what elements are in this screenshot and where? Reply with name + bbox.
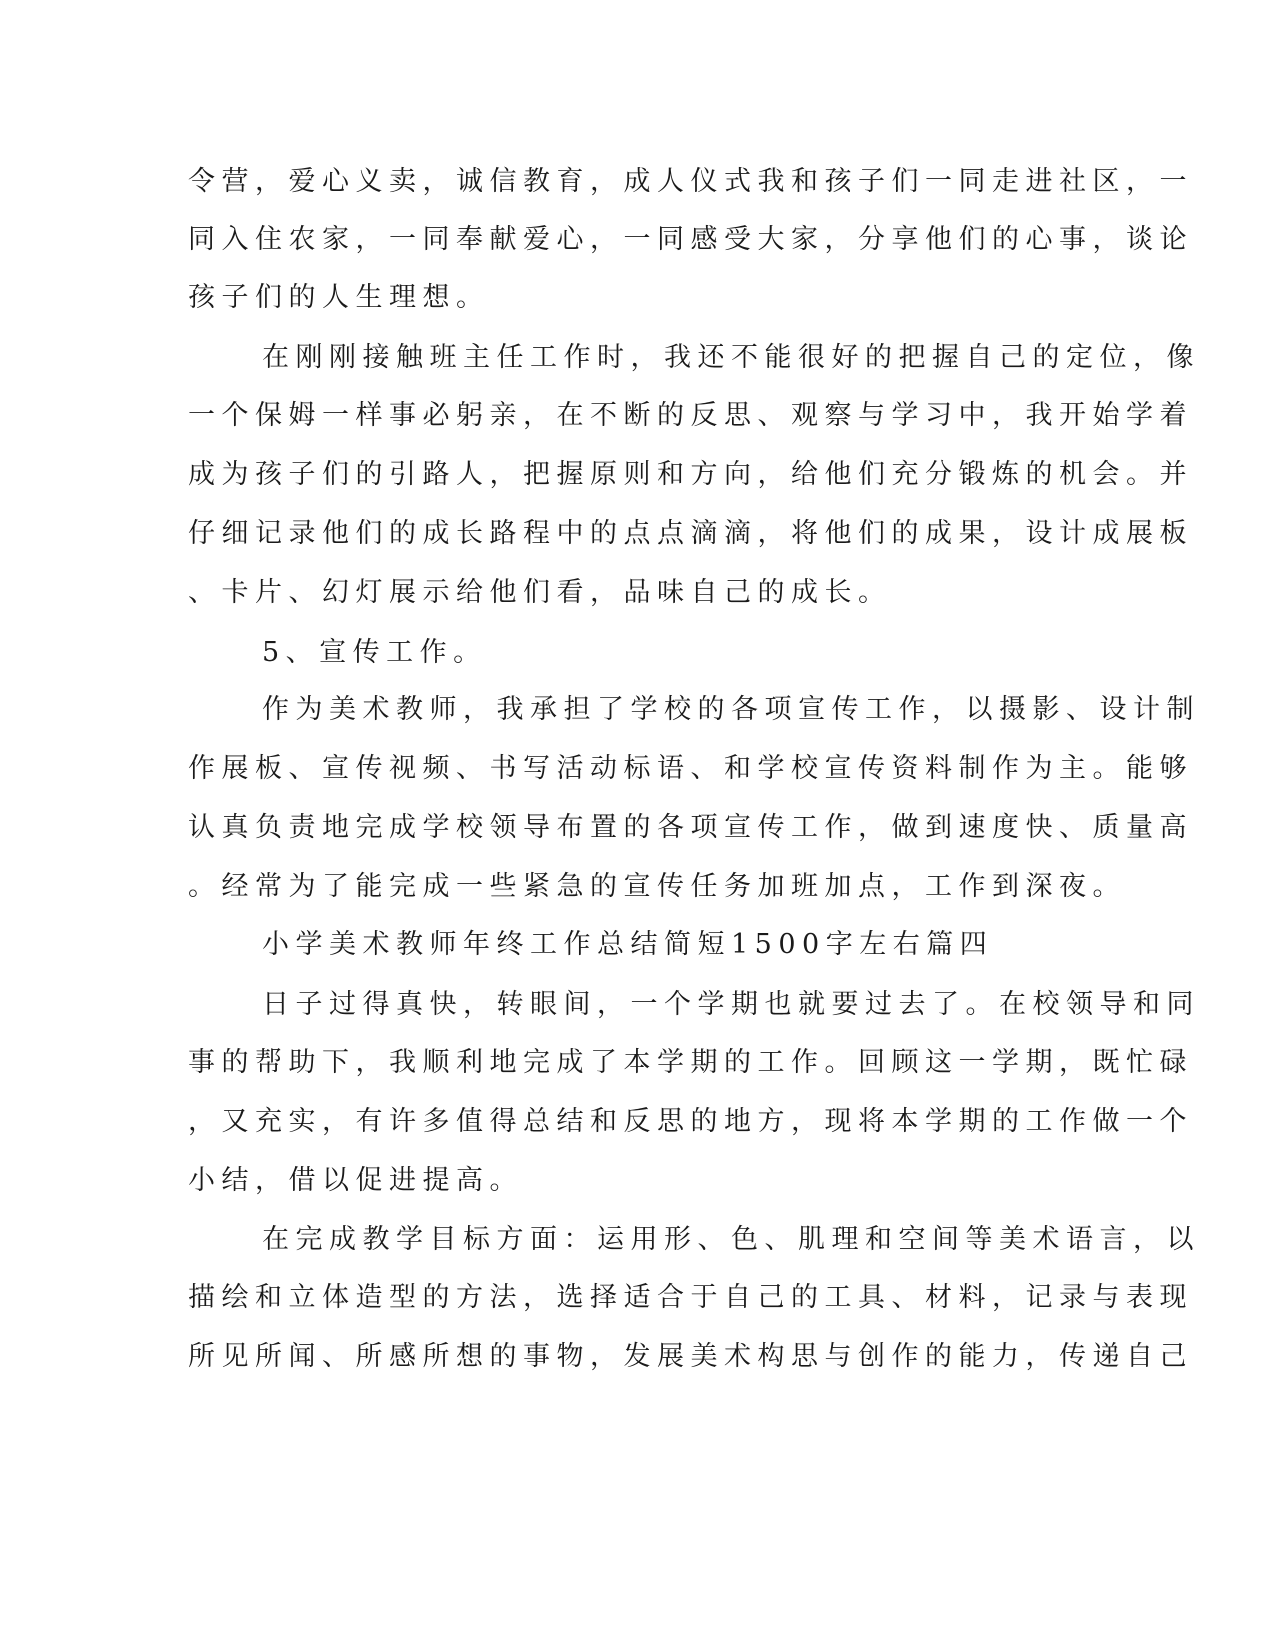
text-line: 、卡片、幻灯展示给他们看，品味自己的成长。: [188, 577, 892, 608]
paragraph-first-line: 在刚刚接触班主任工作时，我还不能很好的把握自己的定位，像: [262, 342, 1200, 373]
article-title: 小学美术教师年终工作总结简短1500字左右篇四: [262, 929, 994, 960]
text-line: 小结，借以促进提高。: [188, 1165, 523, 1196]
text-line: 所见所闻、所感所想的事物，发展美术构思与创作的能力，传递自己: [188, 1341, 1193, 1372]
text-line: 描绘和立体造型的方法，选择适合于自己的工具、材料，记录与表现: [188, 1282, 1193, 1313]
paragraph-first-line: 作为美术教师，我承担了学校的各项宣传工作，以摄影、设计制: [262, 694, 1200, 725]
text-line: 仔细记录他们的成长路程中的点点滴滴，将他们的成果，设计成展板: [188, 518, 1193, 549]
text-line: 认真负责地完成学校领导布置的各项宣传工作，做到速度快、质量高: [188, 812, 1193, 843]
text-line: 一个保姆一样事必躬亲，在不断的反思、观察与学习中，我开始学着: [188, 400, 1193, 431]
text-line: 。经常为了能完成一些紧急的宣传任务加班加点，工作到深夜。: [188, 871, 1126, 902]
text-line: 孩子们的人生理想。: [188, 282, 490, 313]
text-line: 作展板、宣传视频、书写活动标语、和学校宣传资料制作为主。能够: [188, 753, 1193, 784]
paragraph-first-line: 在完成教学目标方面：运用形、色、肌理和空间等美术语言，以: [262, 1224, 1200, 1255]
text-line: 同入住农家，一同奉献爱心，一同感受大家，分享他们的心事，谈论: [188, 224, 1193, 255]
text-line: 令营，爱心义卖，诚信教育，成人仪式我和孩子们一同走进社区，一: [188, 166, 1193, 197]
section-heading: 5、宣传工作。: [262, 637, 487, 668]
text-line: ，又充实，有许多值得总结和反思的地方，现将本学期的工作做一个: [188, 1106, 1193, 1137]
paragraph-first-line: 日子过得真快，转眼间，一个学期也就要过去了。在校领导和同: [262, 989, 1200, 1020]
text-line: 成为孩子们的引路人，把握原则和方向，给他们充分锻炼的机会。并: [188, 459, 1193, 490]
text-line: 事的帮助下，我顺利地完成了本学期的工作。回顾这一学期，既忙碌: [188, 1047, 1193, 1078]
